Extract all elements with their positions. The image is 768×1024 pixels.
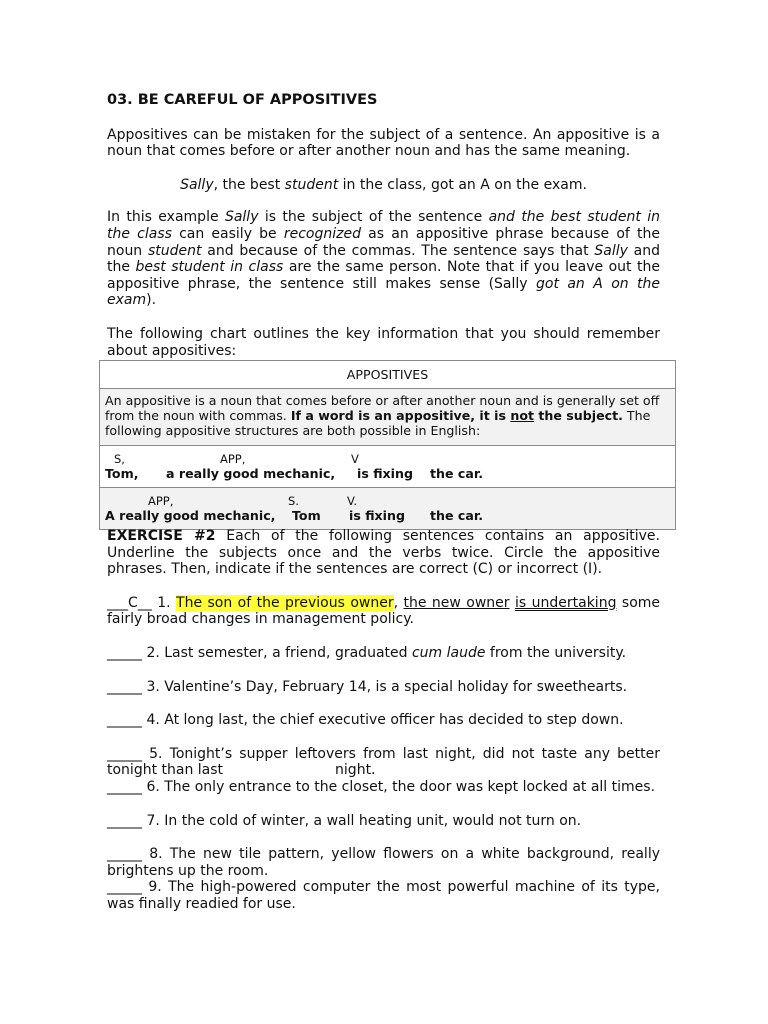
text-run: is the subject of the sentence: [258, 209, 489, 226]
exercise-item-8: _____ 8. The new tile pattern, yellow flowers on a white background, really brightens up the room.: [107, 846, 660, 879]
example-text: , the best: [213, 176, 285, 193]
answer-blank: ___C__ 1.: [107, 594, 177, 611]
text-run: ,: [393, 594, 404, 611]
intro-paragraph-2: [107, 209, 660, 309]
word-subject: Tom,: [105, 466, 139, 481]
text-run-italic: Sally: [224, 209, 259, 226]
intro-paragraph-3: The following chart outlines the key information that you should remember about appositives:: [107, 325, 660, 359]
text-run: ).: [146, 292, 157, 309]
word-subject: Tom: [292, 508, 321, 523]
text-run: _____ 2. Last semester, a friend, graduated: [107, 644, 412, 661]
example-word-sally: Sally: [180, 176, 214, 193]
definition-text: The following appositive structures are both possible in English:: [105, 408, 651, 438]
text-run-italic: best student in class: [135, 259, 284, 276]
text-run-italic: student: [147, 242, 202, 259]
appositives-table: [99, 360, 676, 530]
exercise-label: EXERCISE #2: [107, 528, 216, 544]
example-sentence: [107, 177, 660, 194]
text-run: night.: [335, 762, 376, 779]
label-verb: V.: [347, 494, 358, 508]
exercise-item-7: _____ 7. In the cold of winter, a wall heating unit, would not turn on.: [107, 812, 582, 829]
exercise-item-3: _____ 3. Valentine’s Day, February 14, is a special holiday for sweethearts.: [107, 678, 628, 695]
text-run: and because of the commas. The sentence says that: [201, 242, 595, 259]
exercise-instructions: [107, 528, 660, 578]
text-run-italic: Sally: [594, 242, 628, 259]
text-run-italic: got an A on the exam: [107, 275, 661, 309]
exercise-item-1: [107, 595, 660, 628]
word-verb: is fixing: [357, 466, 413, 481]
exercise-item-4: _____ 4. At long last, the chief executive officer has decided to step down.: [107, 712, 624, 729]
intro-section: [107, 92, 660, 375]
instructions-text: Each of the following sentences contains an appositive. Underline the subjects once and the verbs twice. Circle the appositive phrases. Then, indicate if the sentences are correct (C) or incorrect (I).: [107, 528, 660, 578]
intro-paragraph-1: Appositives can be mistaken for the subject of a sentence. An appositive is a noun that comes before or after another noun and has the same meaning.: [107, 126, 660, 160]
text-run: _____ 5. Tonight’s supper leftovers from last night, did not taste any better tonight than last: [107, 745, 660, 779]
text-run: In this example: [107, 209, 225, 226]
definition-text: An appositive is a noun that comes before or after another noun and is generally set off from the noun with commas.: [105, 393, 660, 423]
table-row-structure-1: [100, 446, 675, 488]
text-run: as an appositive phrase because of the noun: [107, 225, 660, 259]
highlighted-appositive: The son of the previous owner: [176, 594, 394, 611]
underlined-subject: the new owner: [403, 594, 510, 611]
exercise-item-2: [107, 645, 660, 662]
section-title: 03. BE CAREFUL OF APPOSITIVES: [107, 92, 378, 108]
text-run: can easily be: [171, 225, 284, 242]
table-header: APPOSITIVES: [100, 361, 675, 389]
label-verb: V: [351, 452, 359, 466]
exercise-item-9: _____ 9. The high-powered computer the most powerful machine of its type, was finally readied for use.: [107, 879, 660, 912]
table-definition: [100, 389, 675, 446]
table-row-structure-2: [100, 488, 675, 529]
word-object: the car.: [430, 508, 484, 523]
label-appositive: APP,: [220, 452, 246, 466]
label-subject: S,: [114, 452, 125, 466]
text-run: are the same person. Note that if you leave out the appositive phrase, the sentence still makes sense (Sally: [107, 259, 660, 292]
word-appositive: A really good mechanic,: [105, 508, 276, 523]
word-verb: is fixing: [349, 508, 405, 523]
text-run: some fairly broad changes in management policy.: [107, 594, 661, 628]
exercise-item-5: [107, 746, 660, 779]
exercise-section: [107, 528, 660, 913]
text-run: from the university.: [485, 644, 627, 661]
text-run-italic: and the best student in the class: [107, 209, 660, 242]
definition-bold: If a word is an appositive, it is: [290, 408, 511, 423]
exercise-item-6: _____ 6. The only entrance to the closet, the door was kept locked at all times.: [107, 778, 656, 795]
word-object: the car.: [430, 466, 484, 481]
text-run-italic: cum laude: [411, 644, 486, 661]
text-run-italic: recognized: [283, 225, 361, 242]
example-text: in the class, got an A on the exam.: [338, 176, 587, 193]
word-appositive: a really good mechanic,: [166, 466, 336, 481]
double-underlined-verb: is undertaking: [515, 594, 617, 611]
definition-bold: the subject.: [534, 408, 623, 423]
label-subject: S.: [288, 494, 299, 508]
text-run: and the: [107, 242, 660, 276]
label-appositive: APP,: [148, 494, 174, 508]
definition-bold-underline: not: [510, 408, 534, 423]
example-word-student: student: [284, 176, 339, 193]
